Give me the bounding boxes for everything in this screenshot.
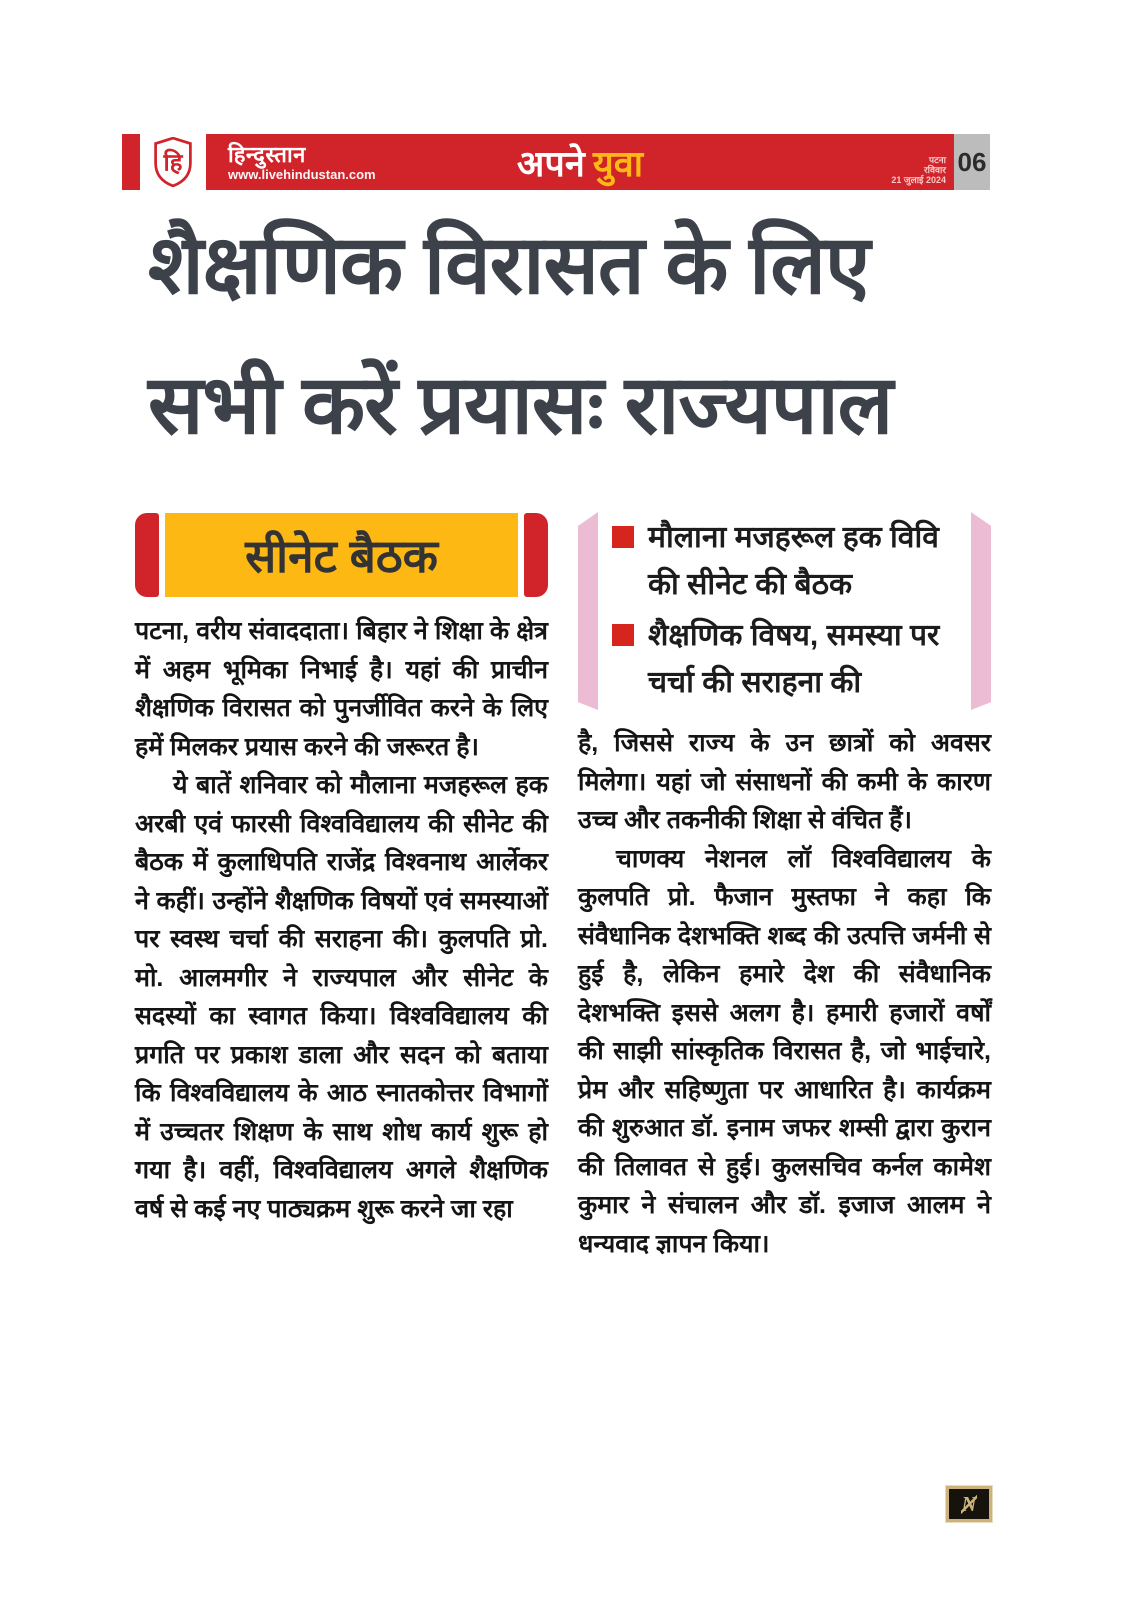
highlight-items	[598, 512, 971, 710]
headline-line-2: सभी करें प्रयासः राज्यपाल	[148, 360, 893, 451]
edition-day: रविवार	[923, 165, 946, 175]
highlight-item-1	[612, 514, 965, 608]
masthead-left-stub	[122, 134, 140, 190]
highlights-box	[578, 512, 991, 710]
left-column	[135, 506, 548, 1263]
brand-name: हिन्दुस्तान	[228, 141, 306, 167]
section-word-1: अपने	[516, 142, 585, 184]
highlight-item-2	[612, 612, 965, 706]
section-word-2: युवा	[592, 142, 644, 184]
paragraph-4: चाणक्य नेशनल लॉ विश्वविद्यालय के कुलपति प्रो. फैजान मुस्तफा ने कहा कि संवैधानिक देशभक्ति शब्द की उत्पत्ति जर्मनी से हुई है, लेकिन हमारे देश की संवैधानिक देशभक्ति इससे अलग है। हमारी हजारों वर्षों की साझी सांस्कृतिक विरासत है, जो भाईचारे, प्रेम और सहिष्णुता पर आधारित है। कार्यक्रम की शुरुआत डॉ. इनाम जफर शम्सी द्वारा कुरान की तिलावत से हुई। कुलसचिव कर्नल कामेश कुमार ने संचालन और डॉ. इजाज आलम ने धन्यवाद ज्ञापन किया।	[578, 844, 991, 1258]
highlight-bar-left	[578, 512, 598, 710]
edition-city: पटना	[929, 155, 946, 165]
kicker	[135, 510, 548, 600]
shield-icon	[151, 137, 195, 187]
brand-website-link[interactable]: www.livehindustan.com	[228, 166, 376, 182]
headline-line-1: शैक्षणिक विरासत के लिए	[148, 220, 870, 311]
masthead	[122, 134, 990, 190]
bullet-square-icon	[612, 526, 634, 548]
publisher-stamp	[946, 1486, 992, 1522]
paragraph-1	[135, 612, 548, 766]
paragraph-3: है, जिससे राज्य के उन छात्रों को अवसर मिलेगा। यहां जो संसाधनों की कमी के कारण उच्च और तकनीकी शिक्षा से वंचित हैं।	[578, 729, 991, 834]
highlight-text-1: मौलाना मजहरूल हक विवि की सीनेट की बैठक	[648, 521, 939, 601]
kicker-bracket-right	[524, 513, 548, 597]
paragraph-2: ये बातें शनिवार को मौलाना मजहरूल हक अरबी एवं फारसी विश्वविद्यालय की सीनेट की बैठक में कुलाधिपति राजेंद्र विश्वनाथ आर्लेकर ने कहीं। उन्होंने शैक्षणिक विषयों एवं समस्याओं पर स्वस्थ चर्चा की सराहना की। कुलपति प्रो. मो. आलमगीर ने राज्यपाल और सीनेट के सदस्यों का स्वागत किया। विश्वविद्यालय की प्रगति पर प्रकाश डाला और सदन को बताया कि विश्वविद्यालय के आठ स्नातकोत्तर विभागों में उच्चतर शिक्षण के साथ शोध कार्य शुरू हो गया है। वहीं, विश्वविद्यालय अगले शैक्षणिक वर्ष से कई नए पाठ्यक्रम शुरू करने जा रहा	[135, 771, 548, 1223]
masthead-bar	[206, 134, 954, 190]
article-body	[135, 506, 991, 1263]
edition-date: 21 जुलाई 2024	[891, 175, 946, 185]
hindustan-shield-logo-icon	[140, 134, 206, 190]
headline	[148, 196, 993, 476]
page-number: 06	[954, 134, 990, 190]
stamp-monogram: N	[961, 1491, 977, 1516]
kicker-bracket-left	[135, 513, 159, 597]
highlight-text-2: शैक्षणिक विषय, समस्या पर चर्चा की सराहना की	[648, 619, 940, 699]
edition-info	[891, 155, 946, 185]
paragraph-1-text: बिहार ने शिक्षा के क्षेत्र में अहम भूमिका निभाई है। यहां की प्राचीन शैक्षणिक विरासत को पुनर्जीवित करने के लिए हमें मिलकर प्रयास करने की जरूरत है।	[135, 617, 548, 761]
highlight-bar-right	[971, 512, 991, 710]
logo-glyph: हि	[163, 149, 183, 177]
right-column	[578, 506, 991, 1263]
section-title	[206, 138, 954, 187]
bullet-square-icon	[612, 624, 634, 646]
dateline: पटना, वरीय संवाददाता।	[135, 617, 349, 645]
kicker-label: सीनेट बैठक	[165, 513, 518, 597]
